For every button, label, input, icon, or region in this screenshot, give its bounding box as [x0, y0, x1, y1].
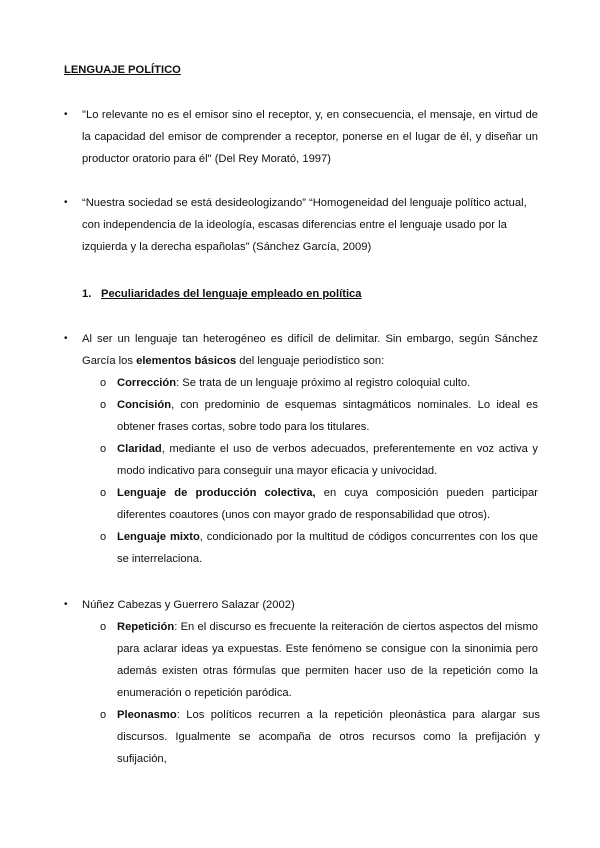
item-term: Lenguaje de producción colectiva,: [117, 487, 316, 499]
list-item: [117, 438, 538, 482]
item-term: Corrección: [117, 377, 177, 389]
item-text: , condicionado por la multitud de códigos concurrentes con los que se interrelaciona.: [117, 531, 538, 565]
bullet-icon: •: [64, 333, 68, 344]
quote-paragraph: “Nuestra sociedad se está desideologizando” “Homogeneidad del lenguaje político actual, con independencia de la ideología, escasas diferencias entre el lenguaje usado por la izquierda y la derecha españolas” (Sánchez García, 2009): [82, 197, 527, 253]
item-text: , con predominio de esquemas sintagmáticos nominales. Lo ideal es obtener frases cortas, sobre todo para los titulares.: [117, 399, 538, 433]
section-title: Peculiaridades del lenguaje empleado en política: [101, 288, 362, 300]
item-term: Lenguaje mixto: [117, 531, 200, 543]
item-text: : Los políticos recurren a la repetición pleonástica para alargar sus discursos. Igualmente se acompaña de otros recursos como la prefijación y sufijación,: [117, 709, 540, 765]
list-item: [117, 616, 538, 704]
item-text: , mediante el uso de verbos adecuados, preferentemente en voz activa y modo indicativo para conseguir una mayor eficacia y univocidad.: [117, 443, 538, 477]
section-heading: [82, 287, 362, 301]
intro-text: Al ser un lenguaje tan heterogéneo es difícil de delimitar. Sin embargo, según Sánchez García los: [82, 333, 538, 367]
item-text: en cuya composición pueden participar diferentes coautores (unos con mayor grado de responsabilidad que otros).: [117, 487, 538, 521]
intro-text-end: del lenguaje periodístico son:: [236, 355, 385, 367]
sub-bullet-icon: o: [100, 399, 107, 411]
item-term: Concisión: [117, 399, 172, 411]
sub-bullet-icon: o: [100, 443, 107, 455]
quote-paragraph: "Lo relevante no es el emisor sino el receptor, y, en consecuencia, el mensaje, en virtud de la capacidad del emisor de comprender a receptor, ponerse en el lugar de él, y diseñar un productor oratorio para él" (Del Rey Morató, 1997): [82, 109, 538, 165]
sub-bullet-icon: o: [100, 531, 107, 543]
item-text: : Se trata de un lenguaje próximo al registro coloquial culto.: [176, 377, 471, 389]
item-term: Repetición: [117, 621, 175, 633]
item-text: : En el discurso es frecuente la reiteración de ciertos aspectos del mismo para aclarar ideas ya expuestas. Este fenómeno se consigue con la sinonimia pero además existen otras fórmulas que permiten hacer uso de la repetición como la enumeración o repetición paródica.: [117, 621, 538, 699]
section-number: 1.: [82, 288, 92, 300]
list-item: [117, 526, 538, 570]
item-term: Claridad: [117, 443, 162, 455]
list-item: [117, 704, 540, 770]
list-item: [117, 482, 538, 526]
list-item: [117, 372, 538, 394]
authors-line: Núñez Cabezas y Guerrero Salazar (2002): [82, 599, 295, 611]
bullet-icon: •: [64, 599, 68, 610]
bullet-icon: •: [64, 197, 68, 208]
sub-bullet-icon: o: [100, 709, 107, 721]
bullet-icon: •: [64, 109, 68, 120]
list-item: [117, 394, 538, 438]
intro-bold: elementos básicos: [136, 355, 237, 367]
sub-bullet-icon: o: [100, 377, 107, 389]
sub-bullet-icon: o: [100, 621, 107, 633]
sub-bullet-icon: o: [100, 487, 107, 499]
item-term: Pleonasmo: [117, 709, 177, 721]
document-title: LENGUAJE POLÍTICO: [64, 64, 181, 76]
intro-paragraph: [82, 328, 538, 372]
